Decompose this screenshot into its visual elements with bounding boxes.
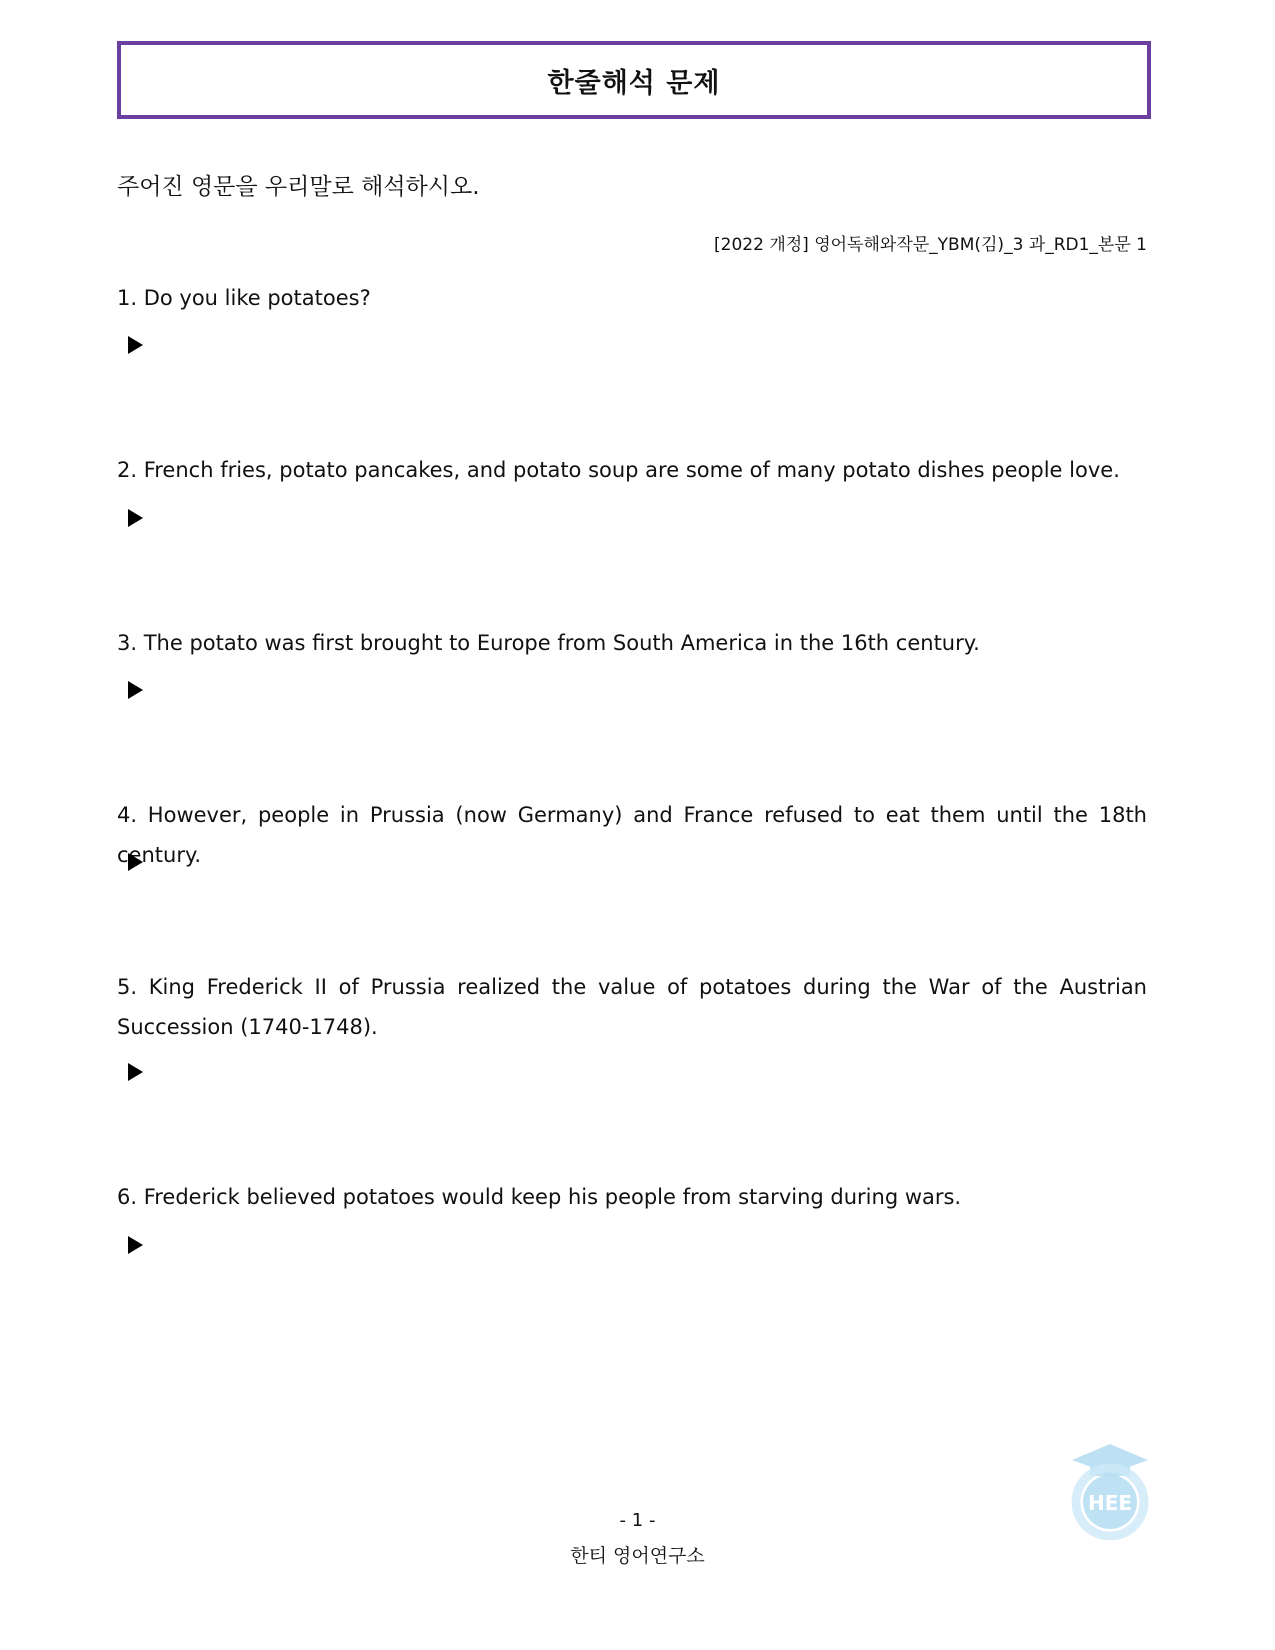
answer-arrow-icon (128, 1236, 143, 1254)
logo-text: HEE (1087, 1491, 1133, 1515)
page-number: - 1 - (619, 1510, 656, 1531)
answer-arrow-icon (128, 853, 143, 871)
question-5: 5. King Frederick II of Prussia realized the value of potatoes during the War of the Austrian Succession (1740-1748). (117, 975, 1147, 1039)
answer-arrow-icon (128, 509, 143, 527)
question-1: 1. Do you like potatoes? (117, 286, 371, 310)
question-6: 6. Frederick believed potatoes would keep his people from starving during wars. (117, 1185, 962, 1209)
answer-arrow-icon (128, 1063, 143, 1081)
question-3: 3. The potato was first brought to Europe from South America in the 16th century. (117, 631, 980, 655)
source-label: [2022 개정] 영어독해와작문_YBM(김)_3 과_RD1_본문 1 (714, 235, 1147, 255)
answer-arrow-icon (128, 336, 143, 354)
question-2: 2. French fries, potato pancakes, and potato soup are some of many potato dishes people love. (117, 458, 1120, 482)
answer-arrow-icon (128, 681, 143, 699)
question-4: 4. However, people in Prussia (now Germany) and France refused to eat them until the 18th century. (117, 803, 1147, 867)
page-title: 한줄해석 문제 (547, 67, 721, 99)
footer-organization: 한티 영어연구소 (570, 1545, 705, 1567)
title-box (117, 41, 1151, 119)
hee-logo (1068, 1440, 1152, 1540)
instruction-text: 주어진 영문을 우리말로 해석하시오. (117, 174, 480, 200)
